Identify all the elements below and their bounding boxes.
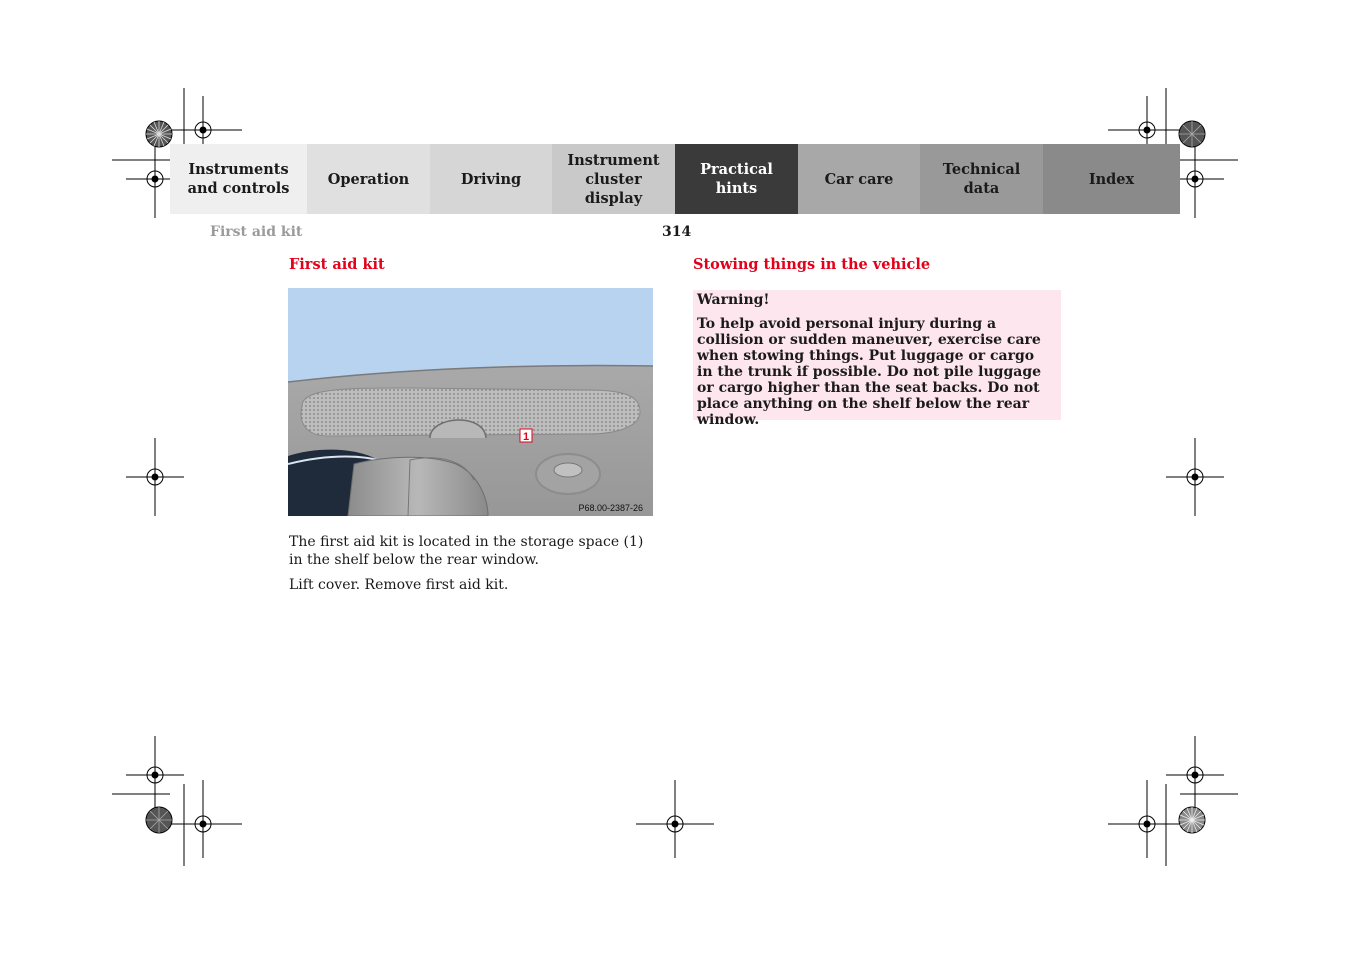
color-registration-disc-icon bbox=[1178, 806, 1206, 834]
page-number: 314 bbox=[662, 224, 692, 240]
tab-index[interactable]: Index bbox=[1043, 144, 1180, 214]
figure-callout-label: 1 bbox=[522, 431, 530, 443]
first-aid-kit-instruction-text: Lift cover. Remove first aid kit. bbox=[289, 577, 509, 593]
tab-technical-data[interactable]: Technical data bbox=[920, 144, 1043, 214]
registration-target-icon bbox=[116, 438, 194, 516]
section-heading-first-aid-kit: First aid kit bbox=[289, 256, 385, 273]
warning-box bbox=[693, 290, 1061, 428]
color-registration-disc-icon bbox=[1178, 120, 1206, 148]
tab-instrument-cluster-display[interactable]: Instrument cluster display bbox=[552, 144, 675, 214]
color-registration-disc-icon bbox=[145, 120, 173, 148]
tab-instruments-and-controls[interactable]: Instruments and controls bbox=[170, 144, 307, 214]
registration-target-icon bbox=[1108, 780, 1186, 858]
warning-title: Warning! bbox=[697, 292, 770, 308]
section-nav bbox=[170, 144, 1180, 214]
tab-practical-hints[interactable]: Practical hints bbox=[675, 144, 798, 214]
registration-target-icon bbox=[1156, 438, 1234, 516]
running-head: First aid kit bbox=[210, 224, 303, 240]
rear-shelf-illustration bbox=[288, 288, 653, 516]
registration-target-icon bbox=[636, 780, 714, 858]
color-registration-disc-icon bbox=[145, 806, 173, 834]
section-heading-stowing-things: Stowing things in the vehicle bbox=[693, 256, 931, 273]
warning-text: To help avoid personal injury during a collision or sudden maneuver, exercise care when stowing things. Put luggage or cargo in the trunk if possible. Do not pile luggage or cargo higher than the seat backs. Do not place anything on the shelf below the rear window. bbox=[697, 316, 1042, 428]
tab-car-care[interactable]: Car care bbox=[798, 144, 920, 214]
figure-code: P68.00-2387-26 bbox=[578, 503, 643, 513]
registration-target-icon bbox=[164, 780, 242, 858]
first-aid-kit-location-text: The first aid kit is located in the storage space (1) in the shelf below the rear window. bbox=[289, 534, 644, 568]
tab-driving[interactable]: Driving bbox=[430, 144, 552, 214]
tab-operation[interactable]: Operation bbox=[307, 144, 430, 214]
